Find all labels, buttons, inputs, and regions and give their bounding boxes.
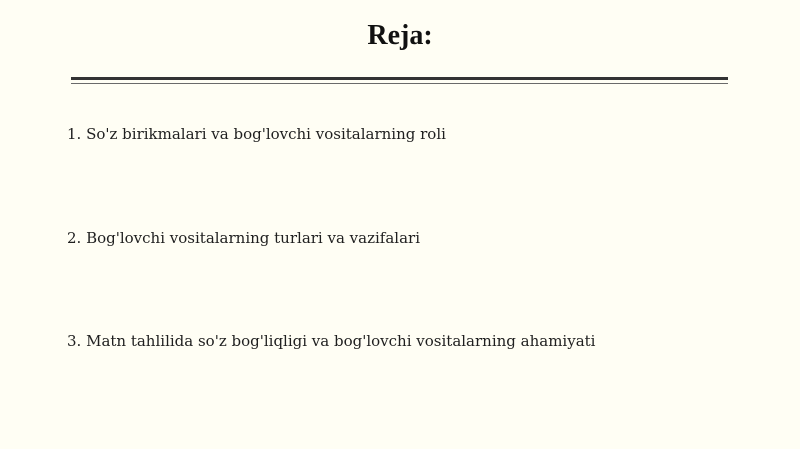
title-divider-thick bbox=[71, 77, 728, 80]
slide-title: Reja: bbox=[367, 20, 433, 51]
title-divider-thin bbox=[71, 83, 728, 84]
plan-item-3: 3. Matn tahlilida so'z bog'liqligi va bog'lovchi vositalarning ahamiyati bbox=[67, 332, 596, 350]
plan-item-2: 2. Bog'lovchi vositalarning turlari va vazifalari bbox=[67, 229, 420, 247]
plan-item-1: 1. So'z birikmalari va bog'lovchi vositalarning roli bbox=[67, 125, 446, 143]
